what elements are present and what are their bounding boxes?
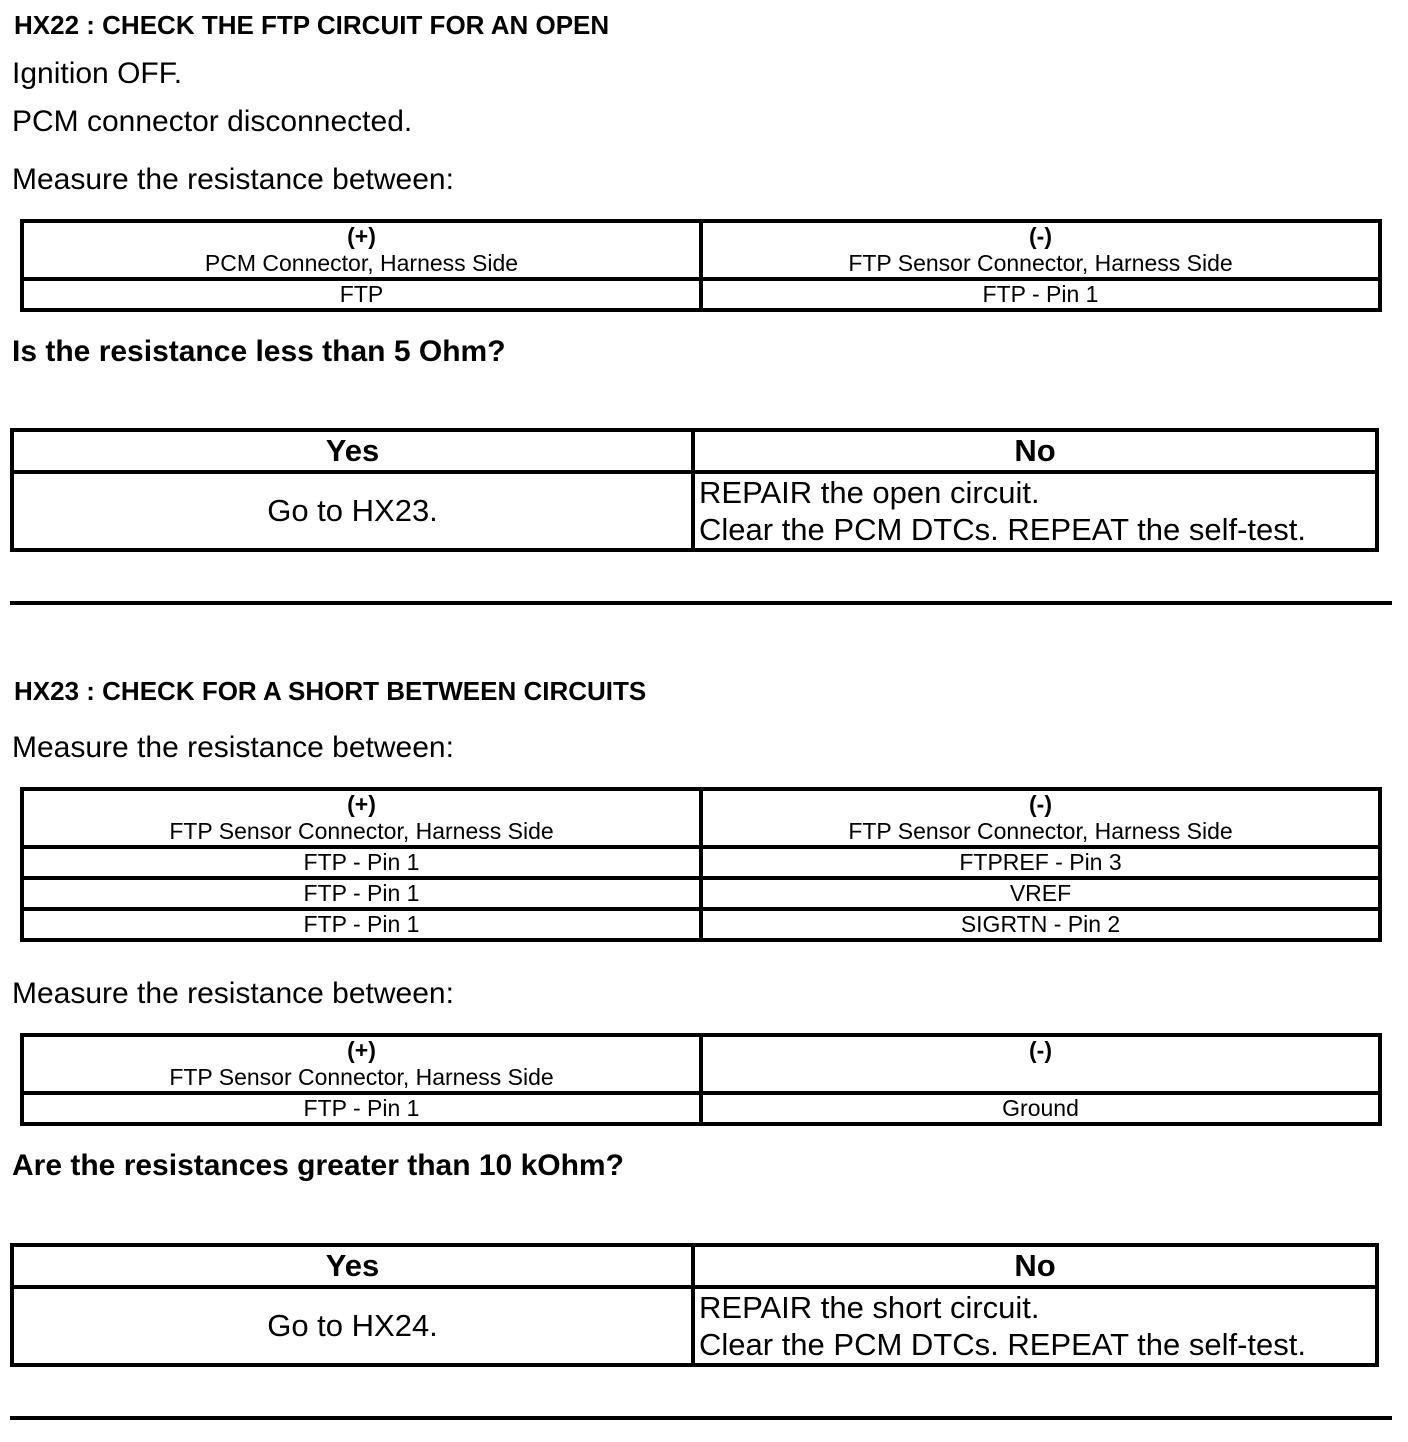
hx23-t1-col-positive-header — [22, 789, 701, 847]
hx22-decision-table — [10, 428, 1379, 552]
yes-action: Go to HX23. — [12, 472, 693, 550]
positive-label: PCM Connector, Harness Side — [204, 250, 519, 276]
table-row — [22, 909, 1380, 940]
pos-cell: FTP — [22, 279, 701, 310]
pos-cell: FTP - Pin 1 — [22, 1093, 701, 1124]
no-action-line-2: Clear the PCM DTCs. REPEAT the self-test. — [699, 1327, 1306, 1362]
hx22-measure-label: Measure the resistance between: — [12, 163, 454, 196]
hx22-question: Is the resistance less than 5 Ohm? — [12, 335, 506, 368]
hx23-t2-col-positive-header — [22, 1035, 701, 1093]
pos-cell: FTP - Pin 1 — [22, 909, 701, 940]
positive-sign: (+) — [347, 1037, 376, 1063]
pos-cell: FTP - Pin 1 — [22, 847, 701, 878]
hx23-step-title: HX23 : CHECK FOR A SHORT BETWEEN CIRCUITS — [14, 676, 647, 706]
section-divider — [10, 601, 1392, 605]
hx23-t1-col-negative-header — [701, 789, 1380, 847]
negative-sign: (-) — [1029, 223, 1052, 249]
no-action — [693, 472, 1377, 550]
no-header: No — [693, 1245, 1377, 1287]
neg-cell: FTPREF - Pin 3 — [701, 847, 1380, 878]
no-action-line-1: REPAIR the short circuit. — [699, 1290, 1040, 1325]
table-row — [22, 878, 1380, 909]
no-action-line-2: Clear the PCM DTCs. REPEAT the self-test. — [699, 512, 1306, 547]
neg-cell: Ground — [701, 1093, 1380, 1124]
yes-action: Go to HX24. — [12, 1287, 693, 1365]
neg-cell: SIGRTN - Pin 2 — [701, 909, 1380, 940]
table-row — [22, 279, 1380, 310]
hx23-t2-col-negative-header — [701, 1035, 1380, 1093]
no-header: No — [693, 430, 1377, 472]
section-divider — [10, 1416, 1392, 1420]
hx23-question: Are the resistances greater than 10 kOhm? — [12, 1149, 624, 1182]
no-action-line-1: REPAIR the open circuit. — [699, 475, 1040, 510]
hx22-condition-ignition: Ignition OFF. — [12, 57, 183, 90]
hx22-col-positive-header — [22, 221, 701, 279]
hx22-col-negative-header — [701, 221, 1380, 279]
positive-sign: (+) — [347, 223, 376, 249]
negative-sign: (-) — [1029, 791, 1052, 817]
neg-cell: VREF — [701, 878, 1380, 909]
neg-cell: FTP - Pin 1 — [701, 279, 1380, 310]
negative-label: FTP Sensor Connector, Harness Side — [848, 250, 1233, 276]
hx23-measurement-table-1 — [20, 787, 1382, 942]
hx22-measurement-table — [20, 219, 1382, 312]
positive-label: FTP Sensor Connector, Harness Side — [169, 1064, 554, 1090]
negative-sign: (-) — [1029, 1037, 1052, 1063]
hx22-condition-connector: PCM connector disconnected. — [12, 105, 413, 138]
hx22-step-title: HX22 : CHECK THE FTP CIRCUIT FOR AN OPEN — [14, 10, 610, 40]
pos-cell: FTP - Pin 1 — [22, 878, 701, 909]
no-action — [693, 1287, 1377, 1365]
hx23-measurement-table-2 — [20, 1033, 1382, 1126]
table-row — [22, 1093, 1380, 1124]
yes-header: Yes — [12, 430, 693, 472]
hx23-decision-table — [10, 1243, 1379, 1367]
hx23-measure-label-2: Measure the resistance between: — [12, 977, 454, 1010]
table-row — [22, 847, 1380, 878]
positive-sign: (+) — [347, 791, 376, 817]
positive-label: FTP Sensor Connector, Harness Side — [169, 818, 554, 844]
yes-header: Yes — [12, 1245, 693, 1287]
hx23-measure-label-1: Measure the resistance between: — [12, 731, 454, 764]
negative-label: FTP Sensor Connector, Harness Side — [848, 818, 1233, 844]
